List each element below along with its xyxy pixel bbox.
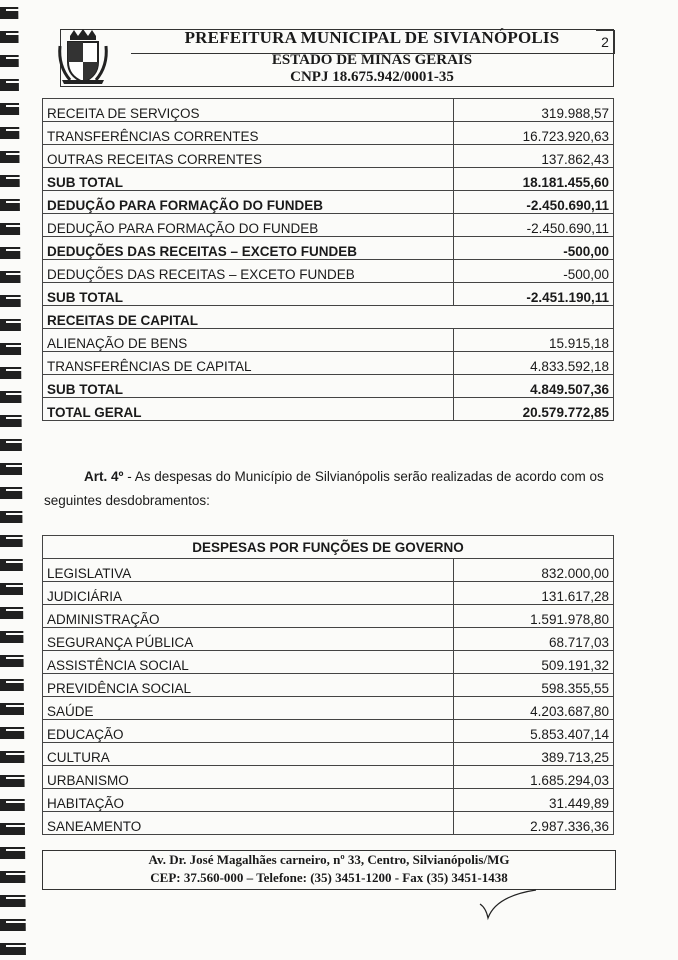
expense-row — [43, 720, 614, 743]
revenue-row — [43, 237, 614, 260]
revenue-value: 4.849.507,36 — [454, 375, 614, 398]
expense-value: 2.987.336,36 — [454, 812, 614, 835]
revenue-label: SUB TOTAL — [43, 168, 454, 191]
revenue-label: SUB TOTAL — [43, 283, 454, 306]
expense-label: ASSISTÊNCIA SOCIAL — [43, 651, 454, 674]
article-paragraph — [44, 465, 610, 513]
expense-value: 1.591.978,80 — [454, 605, 614, 628]
expense-label: SAÚDE — [43, 697, 454, 720]
page-number: 2 — [596, 30, 615, 54]
expense-value: 68.717,03 — [454, 628, 614, 651]
revenue-row — [43, 329, 614, 352]
footer-address-block — [42, 850, 616, 890]
cnpj-number: CNPJ 18.675.942/0001-35 — [290, 69, 454, 85]
expense-label: PREVIDÊNCIA SOCIAL — [43, 674, 454, 697]
revenue-row — [43, 122, 614, 145]
expense-row — [43, 605, 614, 628]
revenue-row — [43, 352, 614, 375]
revenue-value: 20.579.772,85 — [454, 398, 614, 421]
revenue-value: 319.988,57 — [454, 99, 614, 122]
revenue-label: OUTRAS RECEITAS CORRENTES — [43, 145, 454, 168]
expense-value: 598.355,55 — [454, 674, 614, 697]
revenue-value: -2.450.690,11 — [454, 214, 614, 237]
revenue-label: DEDUÇÃO PARA FORMAÇÃO DO FUNDEB — [43, 214, 454, 237]
revenue-row — [43, 145, 614, 168]
revenue-table — [42, 98, 614, 421]
expense-value: 5.853.407,14 — [454, 720, 614, 743]
footer-address: Av. Dr. José Magalhães carneiro, nº 33, Centro, Silvianópolis/MG — [148, 852, 510, 867]
article-number: Art. 4º — [84, 469, 124, 484]
article-text: - As despesas do Município de Silvianópolis serão realizadas de acordo com os seguintes desdobramentos: — [44, 469, 604, 508]
expense-table-title: DESPESAS POR FUNÇÕES DE GOVERNO — [43, 536, 614, 559]
revenue-row — [43, 214, 614, 237]
revenue-row — [43, 375, 614, 398]
revenue-value: -500,00 — [454, 237, 614, 260]
revenue-row — [43, 283, 614, 306]
revenue-label: TOTAL GERAL — [43, 398, 454, 421]
revenue-label: TRANSFERÊNCIAS DE CAPITAL — [43, 352, 454, 375]
expense-value: 389.713,25 — [454, 743, 614, 766]
expense-value: 131.617,28 — [454, 582, 614, 605]
expense-value: 832.000,00 — [454, 559, 614, 582]
expense-value: 4.203.687,80 — [454, 697, 614, 720]
revenue-value: -2.450.690,11 — [454, 191, 614, 214]
revenue-value: -500,00 — [454, 260, 614, 283]
revenue-row — [43, 168, 614, 191]
revenue-row — [43, 306, 614, 329]
expense-row — [43, 789, 614, 812]
revenue-row — [43, 398, 614, 421]
revenue-label: ALIENAÇÃO DE BENS — [43, 329, 454, 352]
expense-value: 31.449,89 — [454, 789, 614, 812]
expense-row — [43, 651, 614, 674]
expense-label: URBANISMO — [43, 766, 454, 789]
revenue-label: TRANSFERÊNCIAS CORRENTES — [43, 122, 454, 145]
expense-label: ADMINISTRAÇÃO — [43, 605, 454, 628]
revenue-value: 15.915,18 — [454, 329, 614, 352]
expense-label: JUDICIÁRIA — [43, 582, 454, 605]
revenue-section-label: RECEITAS DE CAPITAL — [43, 306, 614, 329]
revenue-value: 4.833.592,18 — [454, 352, 614, 375]
expense-label: SANEAMENTO — [43, 812, 454, 835]
revenue-value: 16.723.920,63 — [454, 122, 614, 145]
revenue-label: DEDUÇÕES DAS RECEITAS – EXCETO FUNDEB — [43, 260, 454, 283]
expense-label: SEGURANÇA PÚBLICA — [43, 628, 454, 651]
expense-row — [43, 766, 614, 789]
expense-table — [42, 535, 614, 835]
revenue-label: DEDUÇÃO PARA FORMAÇÃO DO FUNDEB — [43, 191, 454, 214]
revenue-label: RECEITA DE SERVIÇOS — [43, 99, 454, 122]
revenue-row — [43, 191, 614, 214]
revenue-value: 18.181.455,60 — [454, 168, 614, 191]
coat-of-arms-icon — [56, 26, 110, 86]
state-name: ESTADO DE MINAS GERAIS — [271, 52, 473, 68]
revenue-row — [43, 99, 614, 122]
expense-label: CULTURA — [43, 743, 454, 766]
expense-row — [43, 674, 614, 697]
expense-row — [43, 559, 614, 582]
revenue-value: -2.451.190,11 — [454, 283, 614, 306]
revenue-row — [43, 260, 614, 283]
expense-label: HABITAÇÃO — [43, 789, 454, 812]
expense-row — [43, 582, 614, 605]
revenue-label: DEDUÇÕES DAS RECEITAS – EXCETO FUNDEB — [43, 237, 454, 260]
expense-row — [43, 743, 614, 766]
revenue-label: SUB TOTAL — [43, 375, 454, 398]
expense-value: 1.685.294,03 — [454, 766, 614, 789]
municipality-title: PREFEITURA MUNICIPAL DE SIVIANÓPOLIS — [184, 28, 560, 47]
footer-contact: CEP: 37.560-000 – Telefone: (35) 3451-1200 - Fax (35) 3451-1438 — [150, 870, 508, 885]
signature-mark-icon — [478, 886, 538, 922]
expense-row — [43, 812, 614, 835]
revenue-value: 137.862,43 — [454, 145, 614, 168]
expense-value: 509.191,32 — [454, 651, 614, 674]
letterhead — [42, 26, 614, 88]
expense-label: EDUCAÇÃO — [43, 720, 454, 743]
expense-row — [43, 697, 614, 720]
expense-label: LEGISLATIVA — [43, 559, 454, 582]
binding-edge-mask — [6, 0, 28, 960]
expense-row — [43, 628, 614, 651]
